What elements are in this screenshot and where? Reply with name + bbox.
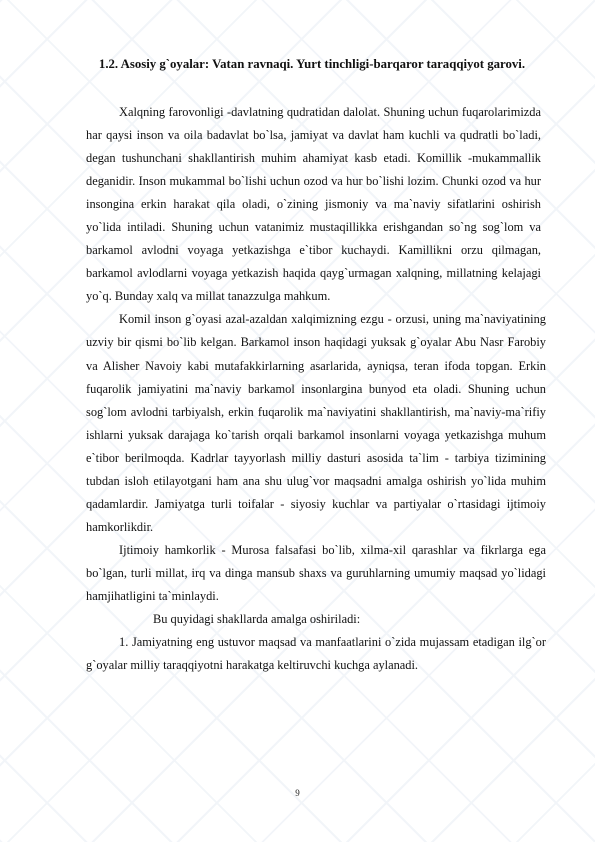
paragraph-5: 1. Jamiyatning eng ustuvor maqsad va manfaatlarini o`zida mujassam etadigan ilg`or g`oyalar milliy taraqqiyotni harakatga keltiruvchi kuchga aylanadi. bbox=[86, 635, 546, 673]
paragraph-2: Komil inson g`oyasi azal-azaldan xalqimizning ezgu - orzusi, uning ma`naviyatining uzviy bir qismi bo`lib kelgan. Barkamol inson haqidagi yuksak g`oyalar Abu Nasr Farobiy va Alisher Navoiy kabi mutafakkirlarning asarlarida, ayniqsa, teran ifoda topgan. Erkin fuqarolik jamiyatini ma`naviy barkamol insonlargina bunyod eta oladi. Shuning uchun sog`lom avlodni tarbiyalsh, erkin fuqarolik ma`naviyatini shakllantirish, ma`naviy-ma`rifiy ishlarni yuksak darajaga ko`tarish orqali barkamol insonlarni voyaga yetkazishga muhum e`tibor berilmoqda. Kadrlar tayyorlash milliy dasturi asosida ta`lim - tarbiya tizimining tubdan isloh etilayotgani ham ana shu ulug`vor maqsadni amalga oshirish yo`lida muhim qadamlardir. Jamiyatga turli toifalar - siyosiy kuchlar va partiyalar o`rtasidagi ijtimoiy hamkorlikdir. bbox=[86, 312, 546, 534]
paragraph-3: Ijtimoiy hamkorlik - Murosa falsafasi bo`lib, xilma-xil qarashlar va fikrlarga ega bo`lgan, turli millat, irq va dinga mansub shaxs va guruhlarning umumiy maqsad yo`lidagi hamjihatligini ta`minlaydi. bbox=[86, 542, 546, 603]
page-number: 9 bbox=[295, 788, 300, 798]
paragraph-1: Xalqning farovonligi -davlatning qudratidan dalolat. Shuning uchun fuqarolarimizda har qaysi inson va oila badavlat bo`lsa, jamiyat va davlat ham kuchli va qudratli bo`ladi, degan tushunchani shakllantirish muhim ahamiyat kasb etadi. Komillik -mukammallik deganidir. Inson mukammal bo`lishi uchun ozod va hur bo`lishi lozim. Chunki ozod va hur insongina erkin harakat qila oladi, o`zining jismoniy va ma`naviy sifatlarini oshirish yo`lida intiladi. Shuning uchun vatanimiz mustaqillikka erishgandan so`ng sog`lom va barkamol avlodni voyaga yetkazishga e`tibor kuchaydi. Kamillikni orzu qilmagan, barkamol avlodlarni voyaga yetkazish haqida qayg`urmagan xalqning, millatning kelajagi yo`q. Bunday xalq va millat tanazzulga mahkum. bbox=[86, 105, 541, 304]
paragraph-4: Bu quyidagi shakllarda amalga oshiriladi: bbox=[153, 612, 361, 627]
body-text bbox=[86, 101, 546, 677]
section-heading: 1.2. Asosiy g`oyalar: Vatan ravnaqi. Yurt tinchligi-barqaror taraqqiyot garovi. bbox=[98, 57, 526, 71]
